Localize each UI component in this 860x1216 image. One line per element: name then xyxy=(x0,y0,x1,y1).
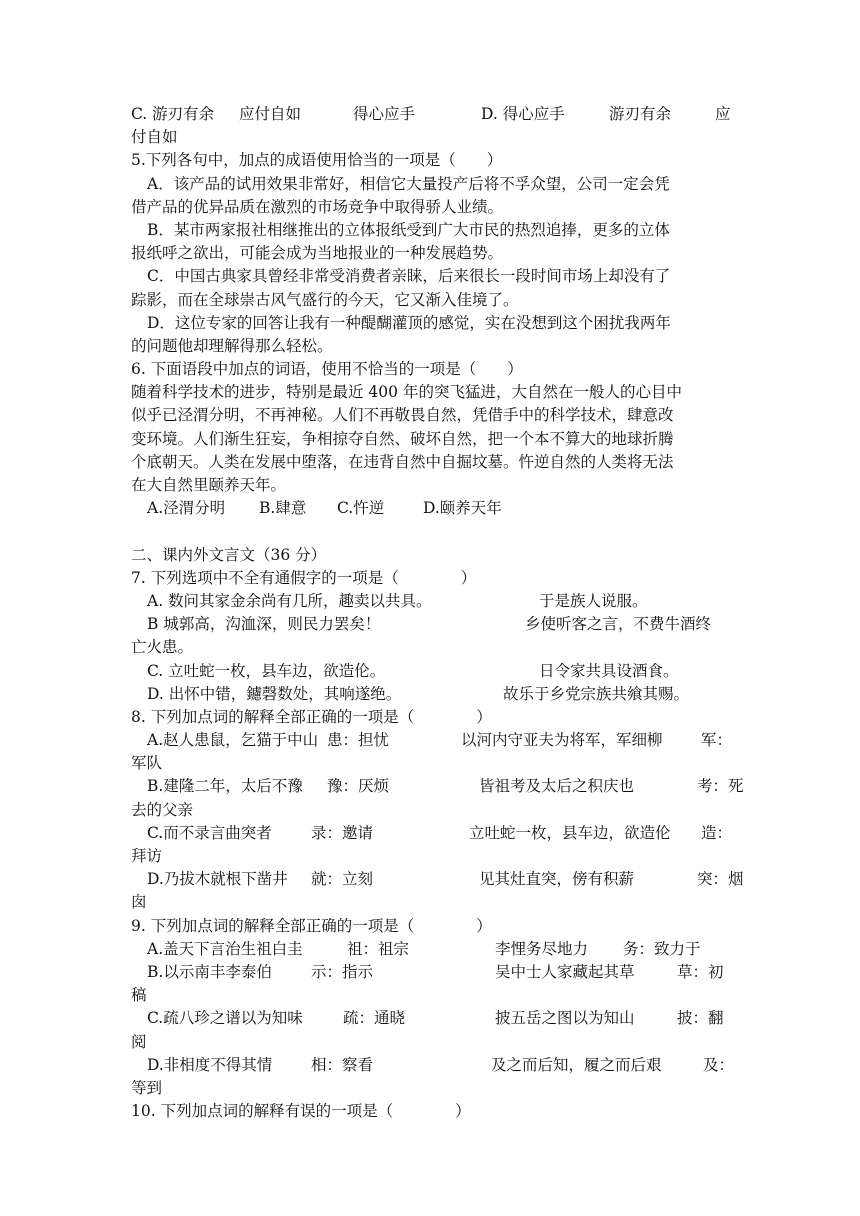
q5-option-c: C．中国古典家具曾经非常受消费者亲睐，后来很长一段时间市场上却没有了 xyxy=(147,267,671,286)
q8-option-d-phrase2: 见其灶直突，傍有积薪 xyxy=(479,870,635,889)
q4-option-d-word3: 应 xyxy=(715,105,731,123)
q7-option-c-left: C. 立吐蛇一枚，县车边，欲造伦。 xyxy=(147,661,386,680)
document-body xyxy=(131,103,744,1123)
q7-option-b-cont: 亡火患。 xyxy=(131,638,194,657)
q5-stem: 5.下列各句中，加点的成语使用恰当的一项是（ ） xyxy=(131,151,503,170)
q7-option-a-right: 于是族人说服。 xyxy=(539,591,648,610)
q9-option-d xyxy=(131,1054,735,1077)
q7-option-d-right: 故乐于乡党宗族共飨其赐。 xyxy=(503,684,690,703)
q4-option-c-word2: 应付自如 xyxy=(239,105,302,123)
q4-options-cont: 付自如 xyxy=(131,128,178,147)
q9-option-c-gloss: 疏：通晓 xyxy=(343,1009,406,1028)
q8-option-a-phrase: A.赵人患鼠，乞猫于中山 xyxy=(147,731,319,750)
q7-option-b-right: 乡使听客之言，不费牛酒终 xyxy=(525,615,712,634)
q7-option-d xyxy=(131,683,731,706)
q7-option-b xyxy=(131,613,731,636)
q9-option-b xyxy=(131,961,731,984)
q9-stem: 9. 下列加点词的解释全部正确的一项是（ ） xyxy=(131,916,492,935)
q8-option-d-gloss2: 突：烟 xyxy=(697,870,744,889)
q4-options-line xyxy=(131,103,731,126)
q7-stem: 7. 下列选项中不全有通假字的一项是（ ） xyxy=(131,568,477,587)
q9-option-c-gloss2: 披：翻 xyxy=(677,1009,724,1028)
q9-option-d-phrase2: 及之而后知，履之而后艰 xyxy=(491,1055,662,1074)
section-heading: 二、课内外文言文（36 分） xyxy=(131,545,327,564)
q5-option-d-cont: 的问题他却理解得那么轻松。 xyxy=(131,336,333,355)
q6-passage-line: 在大自然里颐养天年。 xyxy=(131,476,287,494)
q8-option-c-phrase2: 立吐蛇一枚，县车边，欲造伦 xyxy=(469,823,671,842)
q9-option-b-gloss: 示：指示 xyxy=(311,962,374,981)
q8-option-d-cont: 囱 xyxy=(131,893,147,912)
q5-option-a-cont: 借产品的优异品质在激烈的市场竞争中取得骄人业绩。 xyxy=(131,197,504,216)
q8-option-c-cont: 拜访 xyxy=(131,847,163,865)
q5-option-c-cont: 踪影，而在全球崇古风气盛行的今天，它又渐入佳境了。 xyxy=(131,290,519,309)
q8-option-d xyxy=(131,868,744,891)
q7-option-c-right: 日令家共具设酒食。 xyxy=(539,661,679,680)
q5-option-d: D．这位专家的回答让我有一种醍醐灌顶的感觉，实在没想到这个困扰我两年 xyxy=(147,313,671,332)
q7-option-c xyxy=(131,660,731,683)
q10-stem: 10. 下列加点词的解释有误的一项是（ ） xyxy=(131,1102,471,1121)
q6-options xyxy=(131,497,731,520)
q9-option-d-cont: 等到 xyxy=(131,1078,163,1097)
q8-option-a-phrase2: 以河内守亚夫为将军，军细柳 xyxy=(461,731,663,750)
q4-option-d-word2: 游刃有余 xyxy=(609,105,672,123)
q8-option-a xyxy=(131,729,731,752)
q6-passage-line: 变环境。人们渐生狂妄，争相掠夺自然、破坏自然，把一个本不算大的地球折腾 xyxy=(131,429,674,448)
q8-stem: 8. 下列加点词的解释全部正确的一项是（ ） xyxy=(131,707,492,726)
q9-option-d-gloss: 相：察看 xyxy=(311,1055,374,1074)
q8-option-c-phrase: C.而不录言曲突者 xyxy=(147,823,272,842)
q9-option-a-gloss: 祖：祖宗 xyxy=(347,939,410,958)
q8-option-c-gloss: 录：邀请 xyxy=(311,823,374,842)
q5-option-a: A．该产品的试用效果非常好，相信它大量投产后将不孚众望，公司一定会凭 xyxy=(147,174,670,193)
q5-option-b: B．某市两家报社相继推出的立体报纸受到广大市民的热烈追捧，更多的立体 xyxy=(147,220,670,239)
q6-passage-line: 个底朝天。人类在发展中堕落，在违背自然中自掘坟墓。忤逆自然的人类将无法 xyxy=(131,452,674,471)
q9-option-b-phrase2: 吴中士人家藏起其草 xyxy=(495,962,635,981)
spacer xyxy=(131,520,731,543)
q8-option-b xyxy=(131,775,744,798)
q8-option-b-gloss: 豫：厌烦 xyxy=(327,777,390,796)
q9-option-a-phrase: A.盖天下言治生祖白圭 xyxy=(147,939,303,958)
q8-option-d-gloss: 就：立刻 xyxy=(311,870,374,889)
q7-option-a xyxy=(131,590,731,613)
q8-option-c xyxy=(131,822,731,845)
q6-option-d: D.颐养天年 xyxy=(423,499,502,518)
q9-option-c-phrase2: 披五岳之图以为知山 xyxy=(495,1009,635,1028)
q4-option-d-label: D. 得心应手 xyxy=(481,105,565,123)
q8-option-b-cont: 去的父亲 xyxy=(131,800,194,819)
q8-option-d-phrase: D.乃拔木就根下凿井 xyxy=(147,870,288,889)
q9-option-d-gloss2: 及： xyxy=(703,1055,735,1074)
q9-option-c-phrase: C.疏八珍之谱以为知味 xyxy=(147,1009,303,1028)
q7-option-d-left: D. 出怀中错，鑢磬数处，其响遂绝。 xyxy=(147,684,402,703)
q7-option-b-left: B 城郭高，沟洫深，则民力罢矣！ xyxy=(147,615,381,634)
q8-option-a-cont: 军队 xyxy=(131,754,163,773)
q5-option-b-cont: 报纸呼之欲出，可能会成为当地报业的一种发展趋势。 xyxy=(131,244,504,263)
q6-passage-line: 随着科学技术的进步，特别是最近 400 年的突飞猛进，大自然在一般人的心目中 xyxy=(131,383,682,402)
q6-option-a: A.泾渭分明 xyxy=(147,499,226,518)
q9-option-c xyxy=(131,1007,731,1030)
q8-option-a-gloss: 患：担忧 xyxy=(327,731,390,750)
q9-option-b-phrase: B.以示南丰李泰伯 xyxy=(147,962,272,981)
q4-option-c-label: C. 游刃有余 xyxy=(131,105,215,123)
q8-option-a-gloss2: 军： xyxy=(701,731,733,750)
q9-option-b-gloss2: 草：初 xyxy=(677,962,724,981)
q6-option-c: C.忤逆 xyxy=(337,499,385,518)
q7-option-a-left: A. 数问其家金余尚有几所，趣卖以共具。 xyxy=(147,591,432,610)
q8-option-c-gloss2: 造： xyxy=(701,823,733,842)
q9-option-a-gloss2: 务：致力于 xyxy=(623,939,701,958)
q6-option-b: B.肆意 xyxy=(259,499,307,518)
q8-option-b-phrase2: 皆祖考及太后之积庆也 xyxy=(479,777,635,796)
q9-option-b-cont: 稿 xyxy=(131,986,147,1005)
q6-stem: 6. 下面语段中加点的词语，使用不恰当的一项是（ ） xyxy=(131,360,523,379)
q9-option-d-phrase: D.非相度不得其情 xyxy=(147,1055,273,1074)
q8-option-b-gloss2: 考：死 xyxy=(697,777,744,796)
q4-option-c-word3: 得心应手 xyxy=(353,105,416,123)
q9-option-a xyxy=(131,938,731,961)
q9-option-c-cont: 阅 xyxy=(131,1032,147,1051)
q8-option-b-phrase: B.建隆二年，太后不豫 xyxy=(147,777,303,796)
q6-passage-line: 似乎已泾渭分明，不再神秘。人们不再敬畏自然，凭借手中的科学技术，肆意改 xyxy=(131,406,674,425)
q9-option-a-phrase2: 李悝务尽地力 xyxy=(495,939,589,958)
